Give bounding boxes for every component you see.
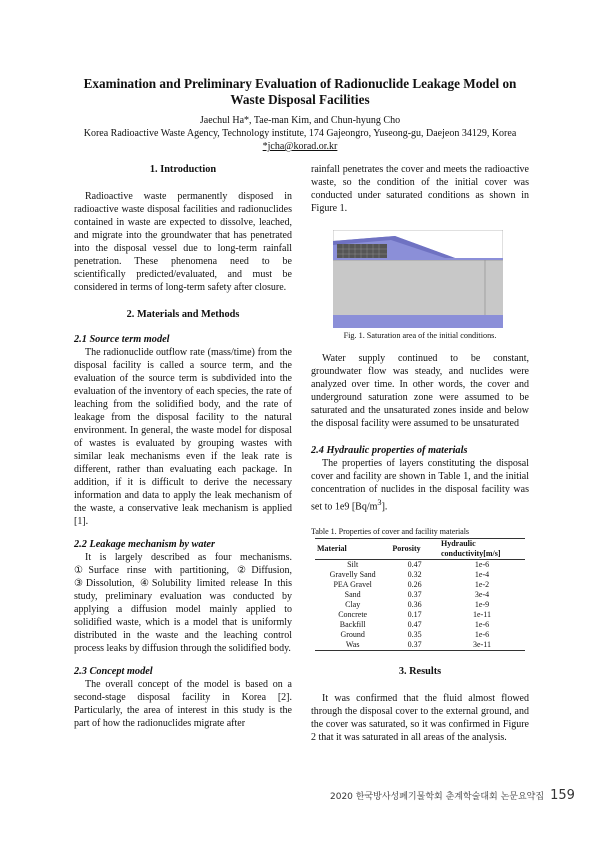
right-column-top [311, 163, 529, 215]
cell: Ground [340, 630, 365, 640]
cell: 3e-11 [473, 640, 491, 650]
unsaturated-zone [333, 260, 503, 315]
left-column [74, 163, 292, 730]
s23-heading: 2.3 Concept model [74, 666, 153, 677]
methods-heading: 2. Materials and Methods [126, 309, 240, 320]
col-material: Material [317, 544, 347, 554]
cell: 0.17 [407, 610, 422, 620]
col-porosity: Porosity [392, 544, 421, 554]
s24-superscript: 3 [377, 498, 382, 507]
cell: 0.26 [407, 580, 422, 590]
cell: 3e-4 [474, 590, 490, 600]
cell: 1e-6 [474, 560, 490, 570]
intro-heading: 1. Introduction [149, 164, 217, 175]
figure-1-saturation [333, 230, 503, 328]
table-row [315, 630, 525, 640]
table-row [315, 580, 525, 590]
figure-1-caption: Fig. 1. Saturation area of the initial conditions. [343, 331, 497, 340]
cell: Was [345, 640, 360, 650]
s23-text: The overall concept of the model is based on a second-stage disposal facility in Korea [2]. Particularly, the area of interest in this study is the part of how the radionuclides migrate after [74, 679, 292, 729]
cell: 1e-4 [474, 570, 490, 580]
cell: 1e-6 [474, 620, 490, 630]
email-link[interactable]: *jcha@korad.or.kr [262, 141, 338, 152]
table-row [315, 640, 525, 651]
authors: Jaechul Ha*, Tae-man Kim, and Chun-hyung Cho [199, 115, 401, 126]
s24-text-b: ]. [381, 501, 388, 513]
cell: Gravelly Sand [329, 570, 376, 580]
cell: Backfill [339, 620, 366, 630]
cell: 0.36 [407, 600, 422, 610]
table-row [315, 590, 525, 600]
cell: Sand [344, 590, 361, 600]
water-text: Water supply continued to be constant, groundwater flow was steady, and nuclides were analyzed over time. In other words, the cover and underground saturation zone were assumed to be saturated and the unsaturated zones inside and below the disposal facility were assumed to be unsaturated [311, 353, 529, 429]
affiliation: Korea Radioactive Waste Agency, Technology institute, 174 Gajeongro, Yuseong-gu, Daejeon 34129, Korea [83, 128, 517, 139]
cell: Silt [347, 560, 359, 570]
table-row [315, 610, 525, 620]
saturated-zone-bottom [333, 315, 503, 328]
s23-continued: rainfall penetrates the cover and meets the radioactive waste, so the condition of the initial cover was conducted under saturated conditions as shown in Figure 1. [311, 164, 529, 214]
table-1-caption: Table 1. Properties of cover and facility materials [311, 527, 470, 537]
page-number: 159 [550, 788, 575, 803]
author-block [40, 114, 560, 153]
title-line-2: Waste Disposal Facilities [230, 92, 370, 107]
cell: 0.37 [407, 640, 422, 650]
s24-text [311, 457, 529, 513]
intro-text: Radioactive waste permanently disposed in radioactive waste disposal facilities and radionuclides contained in waste are expected to dissolve, leached, and migrate into the groundwater that has penetrated into the disposal vessel due to long-term rainfall penetration. These phenomena need to be scientifically predicted/evaluated, and must be considered in terms of long-term safety after closure. [74, 191, 292, 293]
s21-text: The radionuclide outflow rate (mass/time) from the disposal facility is called a source term, and the evaluation of the source term is subdivided into the evaluation of the inventory of each species, the rate of leaching from the solidified body, and the rate of leakage from the disposal facility to the natural environment. In general, the waste model for disposal of wastes is evaluated by grouping wastes with similar leak mechanisms even if the leak rate is different, rather than evaluating each package. In addition, if it is difficult to derive the necessary information and data to apply the leak mechanism of the waste, a conservative leak mechanism is applied [1]. [74, 347, 292, 527]
s22-heading: 2.2 Leakage mechanism by water [74, 539, 215, 550]
cell: 1e-2 [474, 580, 490, 590]
cell: 1e-6 [474, 630, 490, 640]
table-row [315, 620, 525, 630]
cell: Clay [345, 600, 361, 610]
results-heading: 3. Results [398, 666, 442, 678]
s21-heading: 2.1 Source term model [74, 334, 170, 345]
col-conductivity: Hydraulic conductivity[m/s] [441, 539, 501, 559]
table-row [315, 560, 525, 571]
table-header-row [315, 539, 525, 560]
footer-text: 2020 한국방사성폐기물학회 춘계학술대회 논문요약집 [330, 792, 545, 802]
title-line-1: Examination and Preliminary Evaluation of Radionuclide Leakage Model on [83, 76, 517, 91]
cell: 0.35 [407, 630, 422, 640]
paper-title [60, 76, 540, 108]
properties-table [315, 538, 525, 651]
s24-heading: 2.4 Hydraulic properties of materials [311, 445, 468, 456]
right-column-bottom [311, 352, 529, 744]
s24-text-a: The properties of layers constituting the disposal cover and facility are shown in Table 1, and the initial concentration of nuclides in the disposal facility was set to 1e9 [Bq/m [311, 458, 529, 513]
cell: PEA Gravel [333, 580, 372, 590]
cell: Concrete [338, 610, 368, 620]
waste-vault [337, 244, 387, 258]
results-text: It was confirmed that the fluid almost flowed through the disposal cover to the external ground, and the cover was saturated, so it was confirmed in Figure 2 that it was saturated in all areas of the analysis. [311, 693, 529, 744]
table-row [315, 600, 525, 610]
cell: 0.47 [407, 620, 422, 630]
page-footer [330, 788, 575, 803]
cell: 0.32 [407, 570, 422, 580]
s22-text: It is largely described as four mechanisms. ①Surface rinse with partitioning, ②Diffusion, ③Dissolution, ④Solubility limited release In this study, preliminary evaluation was conducted by applying a diffusion model mainly applied to solidified waste, which is a model that is uniformly distributed in the waste and the leaching control process leaks by diffusion through the solidified body. [74, 552, 292, 654]
cell: 0.47 [407, 560, 422, 570]
table-row [315, 570, 525, 580]
cell: 1e-11 [473, 610, 491, 620]
cell: 1e-9 [474, 600, 490, 610]
cell: 0.37 [407, 590, 422, 600]
